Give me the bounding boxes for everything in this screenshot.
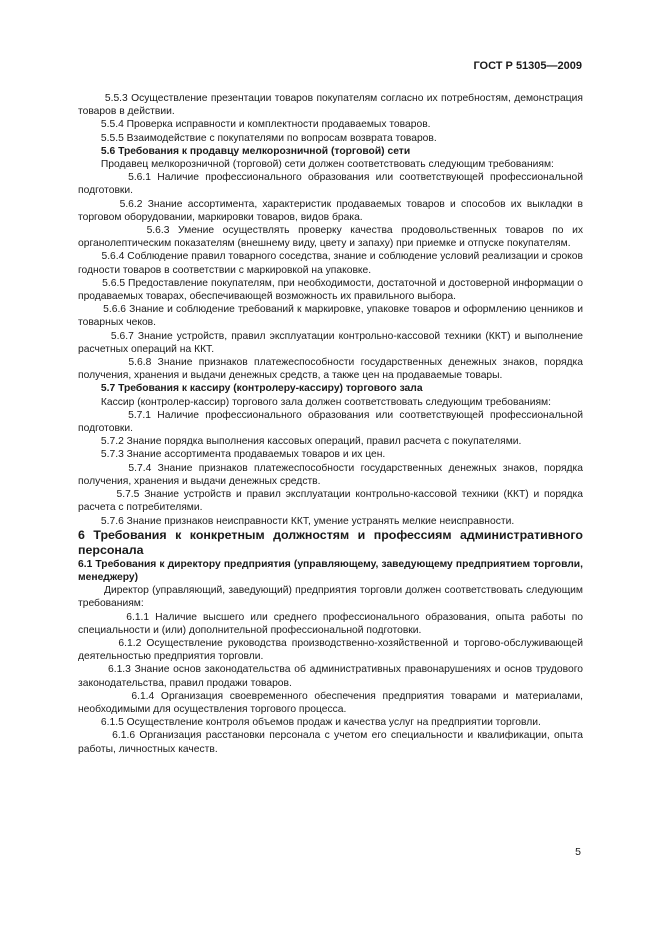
section-heading-6-1: 6.1 Требования к директору предприятия (управляющему, заведующему предприятием торговли, менеджеру) [78, 558, 586, 583]
paragraph-5-7-4: 5.7.4 Знание признаков платежеспособности государственных денежных знаков, порядка получения, хранения и выдачи денежных средств. [78, 462, 586, 487]
paragraph-6-1-6: 6.1.6 Организация расстановки персонала с учетом его специальности и квалификации, опыта работы, личностных качеств. [78, 730, 586, 755]
paragraph-5-5-3: 5.5.3 Осуществление презентации товаров покупателям согласно их потребностям, демонстрация товаров в действии. [78, 93, 586, 118]
paragraph-6-1-4: 6.1.4 Организация своевременного обеспечения предприятия товарами и материалами, необходимыми для осуществления торгового процесса. [78, 690, 586, 715]
paragraph-5-7-1: 5.7.1 Наличие профессионального образования или соответствующей профессиональной подготовки. [78, 409, 586, 435]
paragraph-5-6-1: 5.6.1 Наличие профессионального образования или соответствующей профессиональной подготовки. [78, 172, 586, 197]
paragraph-6-1-5: 6.1.5 Осуществление контроля объемов продаж и качества услуг на предприятии торговли. [78, 717, 541, 729]
paragraph-5-6-4: 5.6.4 Соблюдение правил товарного соседства, знание и соблюдение условий реализации и сроков годности товаров в соответствии с маркировкой на упаковке. [78, 251, 586, 276]
section-heading-5-6: 5.6 Требования к продавцу мелкорозничной (торговой) сети [78, 145, 411, 157]
page-number: 5 [575, 846, 581, 858]
paragraph-5-7-5: 5.7.5 Знание устройств и правил эксплуатации контрольно-кассовой техники (ККТ) и порядка расчета с потребителями. [78, 489, 586, 514]
paragraph-5-6-5: 5.6.5 Предоставление покупателям, при необходимости, достаточной и достоверной информации о продаваемых товарах, обеспечивающей возможность их правильного выбора. [78, 277, 586, 303]
paragraph-5-6-3: 5.6.3 Умение осуществлять проверку качества продовольственных товаров по их органолептическим показателям (внешнему виду, цвету и запаху) при приемке и отпуске покупателям. [78, 225, 586, 250]
paragraph-5-7-6: 5.7.6 Знание признаков неисправности ККТ, умение устранять мелкие неисправности. [78, 515, 515, 527]
chapter-heading-6: 6 Требования к конкретным должностям и профессиям административного персонала [78, 527, 583, 557]
section-heading-5-7: 5.7 Требования к кассиру (контролеру-кассиру) торгового зала [78, 383, 423, 395]
paragraph-5-6-6: 5.6.6 Знание и соблюдение требований к маркировке, упаковке товаров и оформлению ценников и товарных чеков. [78, 304, 586, 329]
paragraph-5-6-2: 5.6.2 Знание ассортимента, характеристик продаваемых товаров и способов их выкладки в торговом оборудовании, маркировки товаров, видов брака. [78, 198, 586, 223]
paragraph-5-7-intro: Кассир (контролер-кассир) торгового зала должен соответствовать следующим требованиям: [78, 396, 552, 408]
paragraph-5-6-7: 5.6.7 Знание устройств, правил эксплуатации контрольно-кассовой техники (ККТ) и выполнение расчетных операций на ККТ. [78, 330, 586, 355]
paragraph-5-5-4: 5.5.4 Проверка исправности и комплектности продаваемых товаров. [78, 119, 431, 131]
document-standard-number: ГОСТ Р 51305—2009 [473, 60, 582, 72]
paragraph-5-5-5: 5.5.5 Взаимодействие с покупателями по вопросам возврата товаров. [78, 132, 437, 144]
paragraph-6-1-1: 6.1.1 Наличие высшего или среднего профессионального образования, опыта работы по специальности и (или) дополнительной профессиональной подготовки. [78, 611, 586, 636]
paragraph-5-7-3: 5.7.3 Знание ассортимента продаваемых товаров и их цен. [78, 449, 386, 461]
paragraph-6-1-intro: Директор (управляющий, заведующий) предприятия торговли должен соответствовать следующим требованиям: [78, 585, 586, 610]
paragraph-5-7-2: 5.7.2 Знание порядка выполнения кассовых операций, правил расчета с покупателями. [78, 436, 522, 448]
paragraph-6-1-3: 6.1.3 Знание основ законодательства об административных правонарушениях и основ трудового законодательства, правил продажи товаров. [78, 664, 586, 689]
paragraph-5-6-8: 5.6.8 Знание признаков платежеспособности государственных денежных знаков, порядка получения, хранения и выдачи денежных средств, а также цен на продаваемые товары. [78, 357, 586, 382]
paragraph-5-6-intro: Продавец мелкорозничной (торговой) сети должен соответствовать следующим требованиям: [78, 159, 554, 171]
document-body [78, 92, 586, 756]
paragraph-6-1-2: 6.1.2 Осуществление руководства производственно-хозяйственной и торгово-обслуживающей деятельностью предприятия торговли. [78, 637, 586, 663]
